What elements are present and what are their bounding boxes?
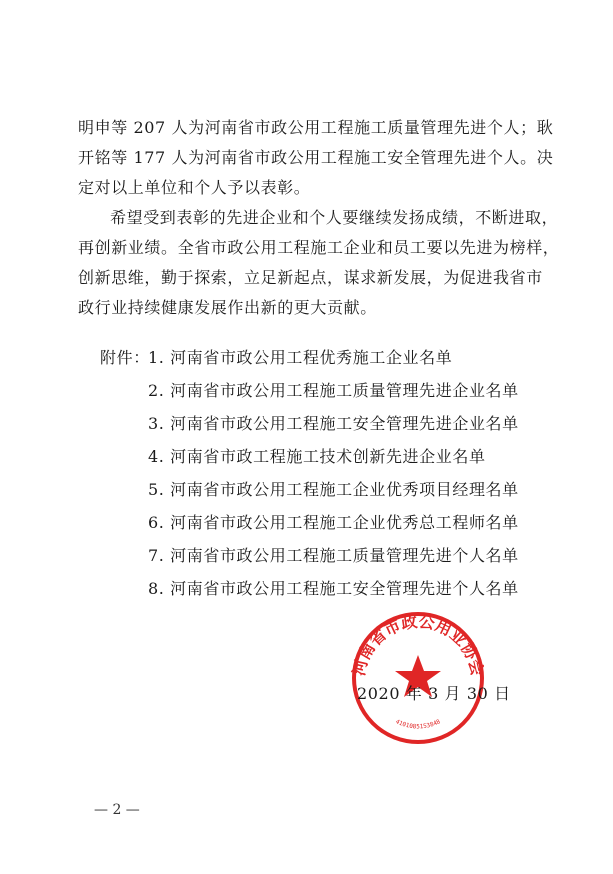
seal-code: 4101085153848 [394, 718, 442, 731]
paragraph-line: 创新思维，勤于探索，立足新起点，谋求新发展，为促进我省市 [78, 268, 543, 287]
official-seal [347, 607, 489, 749]
paragraph-line: 希望受到表彰的先进企业和个人要继续发扬成绩，不断进取， [110, 208, 559, 227]
attachment-item: 2. 河南省市政公用工程施工质量管理先进企业名单 [148, 381, 519, 400]
attachment-item: 5. 河南省市政公用工程施工企业优秀项目经理名单 [148, 480, 519, 499]
attachment-item: 8. 河南省市政公用工程施工安全管理先进个人名单 [148, 579, 519, 598]
attachment-item: 4. 河南省市政工程施工技术创新先进企业名单 [148, 447, 486, 466]
issue-date: 2020 年 3 月 30 日 [357, 684, 511, 703]
paragraph-line: 定对以上单位和个人予以表彰。 [78, 178, 311, 197]
paragraph-line: 开铭等 177 人为河南省市政公用工程施工安全管理先进个人。决 [78, 148, 554, 167]
paragraph-line: 再创新业绩。全省市政公用工程施工企业和员工要以先进为榜样， [78, 238, 560, 257]
paragraph-line: 明申等 207 人为河南省市政公用工程施工质量管理先进个人；耿 [78, 118, 554, 137]
paragraph-line: 政行业持续健康发展作出新的更大贡献。 [78, 298, 377, 317]
attachment-label: 附件： [100, 348, 150, 367]
attachment-item: 7. 河南省市政公用工程施工质量管理先进个人名单 [148, 546, 519, 565]
attachment-item: 1. 河南省市政公用工程优秀施工企业名单 [148, 348, 453, 367]
attachment-item: 3. 河南省市政公用工程施工安全管理先进企业名单 [148, 414, 519, 433]
attachment-item: 6. 河南省市政公用工程施工企业优秀总工程师名单 [148, 513, 519, 532]
seal-text: 河南省市政公用业协会 [349, 611, 487, 678]
page-number: — 2 — [94, 802, 140, 818]
